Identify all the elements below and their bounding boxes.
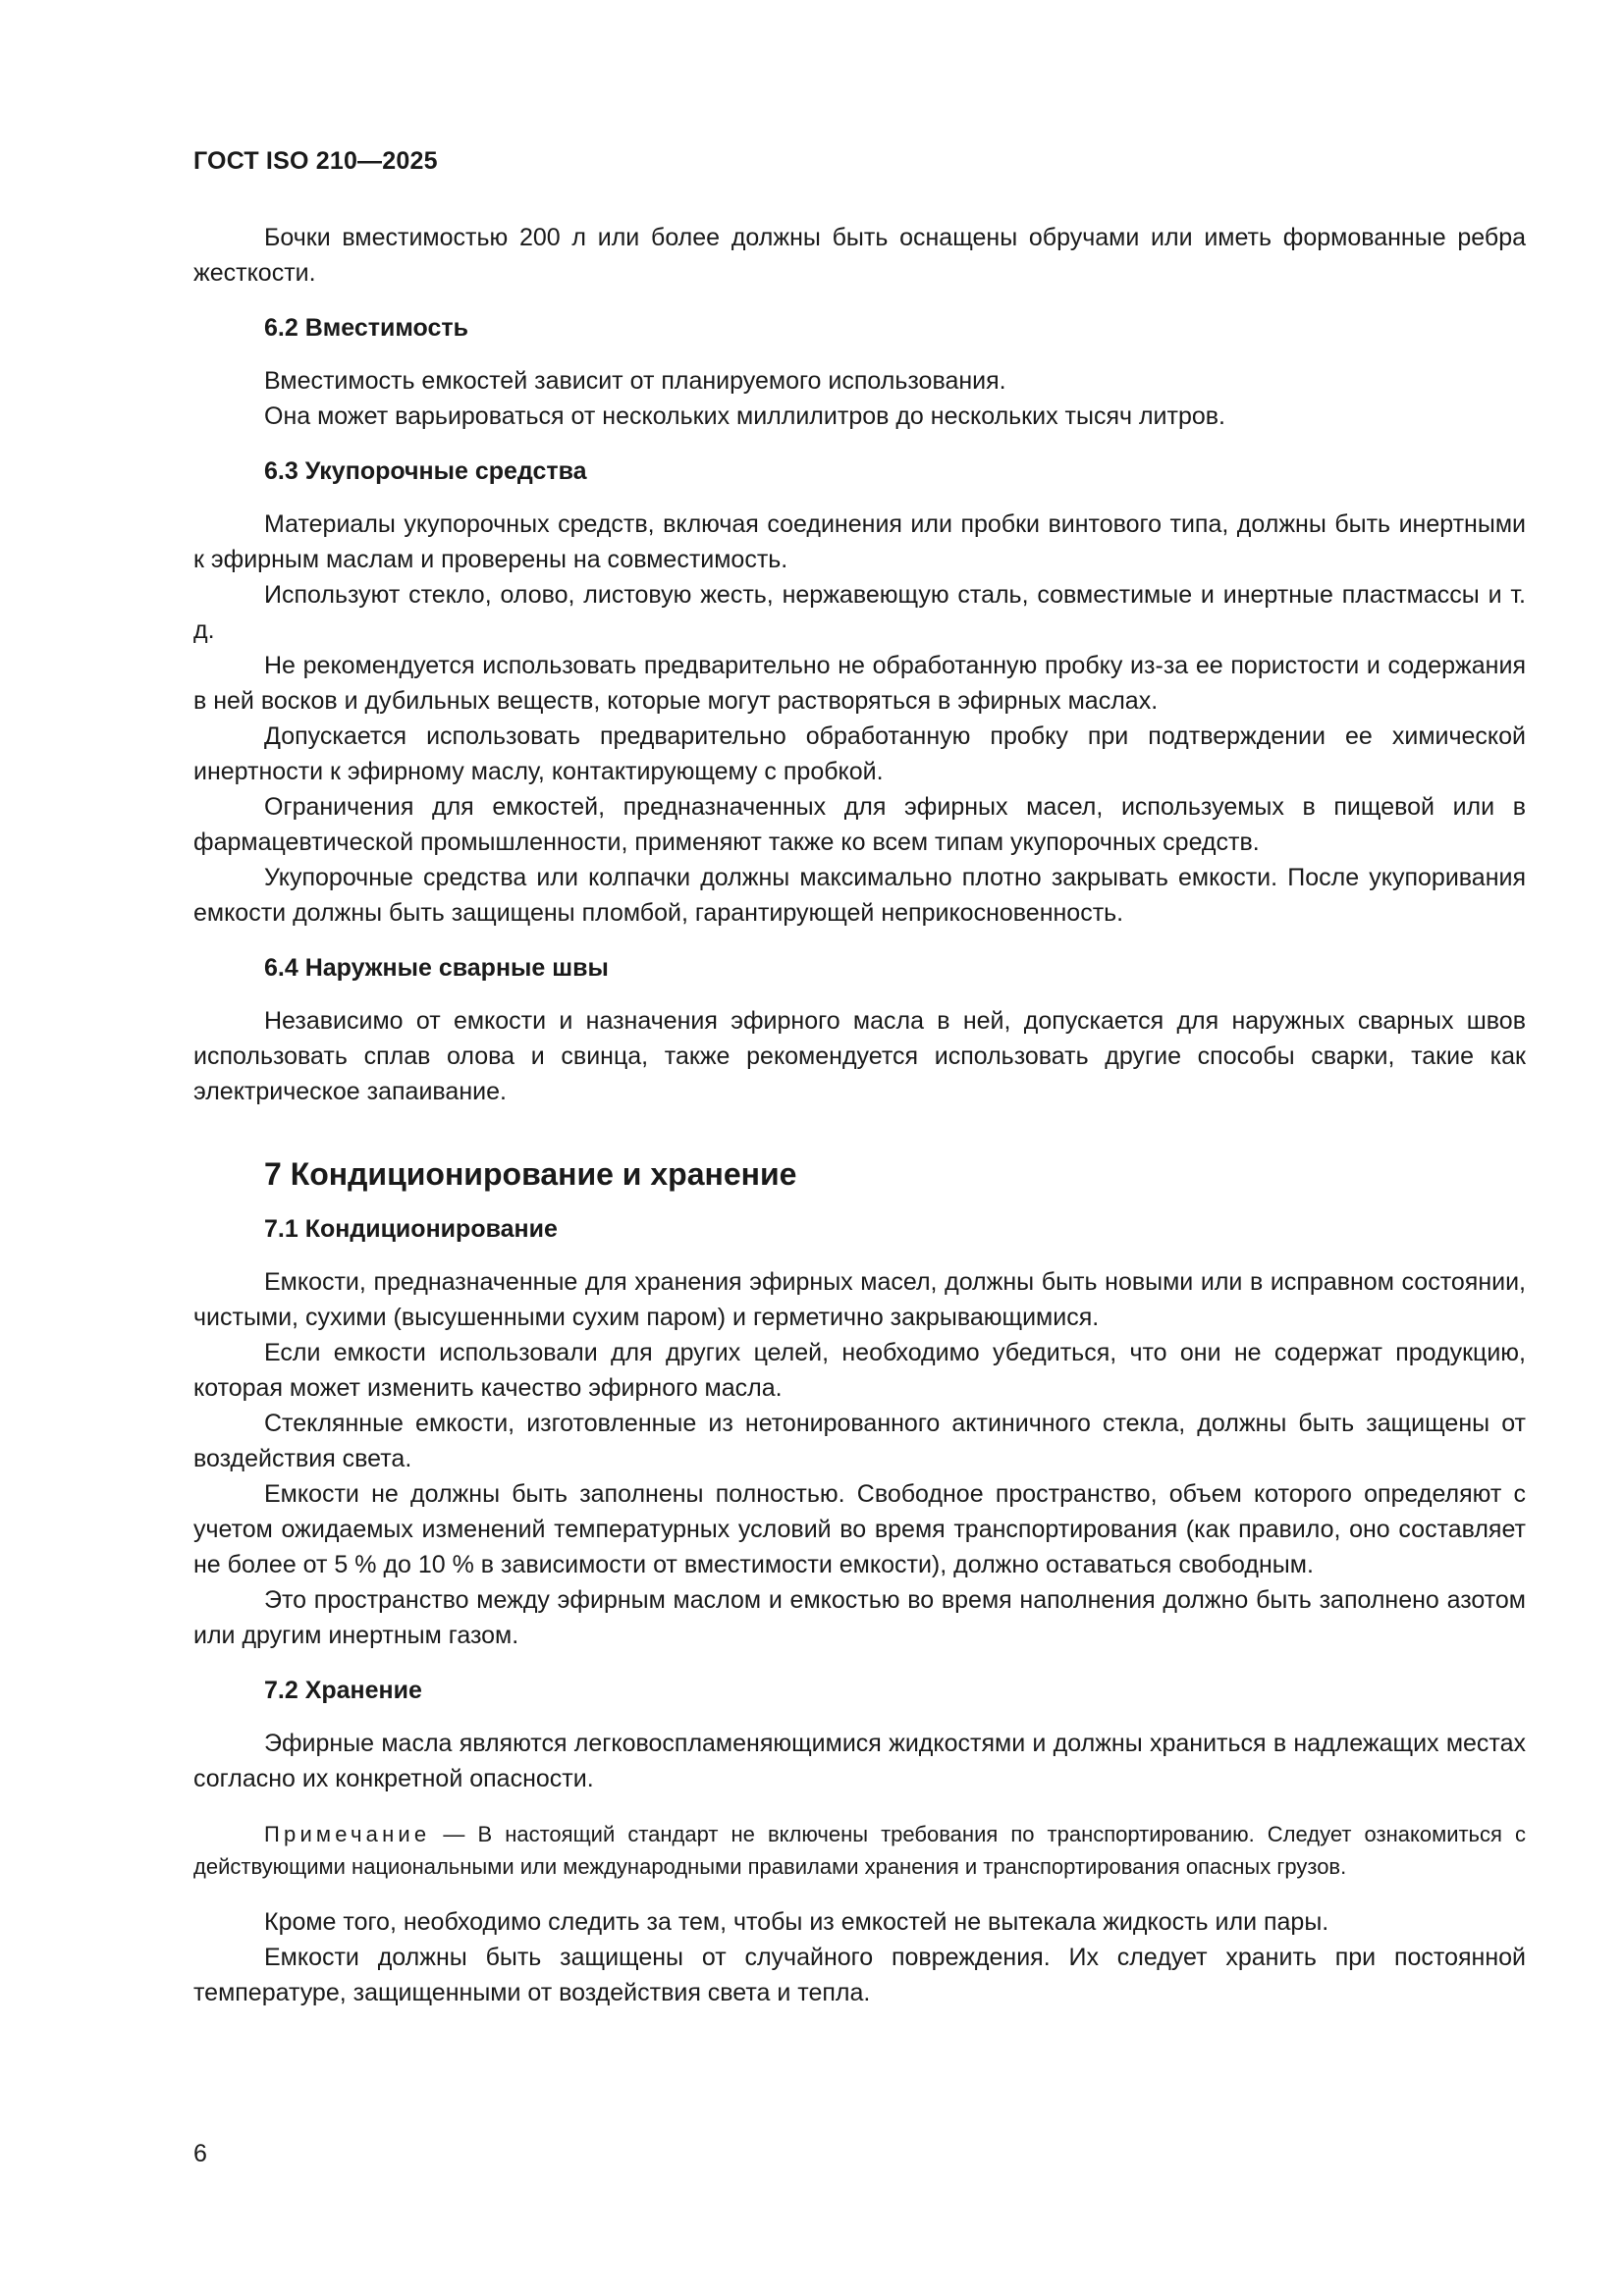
section-7-1-paragraph: Если емкости использовали для других целей, необходимо убедиться, что они не содержат продукцию, которая может изменить качество эфирного масла. — [193, 1339, 1526, 1402]
note-block — [193, 1818, 1526, 1883]
document-header: ГОСТ ISO 210—2025 — [193, 147, 438, 175]
section-6-3-paragraph: Не рекомендуется использовать предварительно не обработанную пробку из-за ее пористости и содержания в ней восков и дубильных веществ, которые могут растворяться в эфирных маслах. — [193, 652, 1526, 715]
section-7-2-paragraph-3: Емкости должны быть защищены от случайного повреждения. Их следует хранить при постоянной температуре, защищенными от воздействия света и тепла. — [193, 1944, 1526, 2006]
document-page — [193, 147, 1526, 2010]
section-6-2-paragraph-1: Вместимость емкостей зависит от планируемого использования. — [264, 367, 1006, 395]
section-6-3-title: 6.3 Укупорочные средства — [264, 457, 587, 485]
section-7-2-paragraph-2: Кроме того, необходимо следить за тем, чтобы из емкостей не вытекала жидкость или пары. — [264, 1908, 1329, 1936]
section-6-4-title: 6.4 Наружные сварные швы — [264, 954, 609, 982]
section-6-3-paragraph: Ограничения для емкостей, предназначенных для эфирных масел, используемых в пищевой или в фармацевтической промышленности, применяют также ко всем типам укупорочных средств. — [193, 793, 1526, 856]
section-6-3-paragraph: Используют стекло, олово, листовую жесть, нержавеющую сталь, совместимые и инертные пластмассы и т. д. — [193, 581, 1526, 644]
section-6-3-paragraph: Укупорочные средства или колпачки должны максимально плотно закрывать емкости. После укупоривания емкости должны быть защищены пломбой, гарантирующей неприкосновенность. — [193, 864, 1526, 927]
section-7-2-paragraph-1: Эфирные масла являются легковоспламеняющимися жидкостями и должны храниться в надлежащих местах согласно их конкретной опасности. — [193, 1730, 1526, 1792]
section-7-1-paragraph: Емкости не должны быть заполнены полностью. Свободное пространство, объем которого определяют с учетом ожидаемых изменений температурных условий во время транспортирования (как правило, оно составляет не более от 5 % до 10 % в зависимости от вместимости емкости), должно оставаться свободным. — [193, 1480, 1526, 1578]
note-text: — В настоящий стандарт не включены требования по транспортированию. Следует ознакомиться с действующими национальными или международными правилами хранения и транспортирования опасных грузов. — [193, 1822, 1526, 1879]
section-7-1-paragraph: Емкости, предназначенные для хранения эфирных масел, должны быть новыми или в исправном состоянии, чистыми, сухими (высушенными сухим паром) и герметично закрывающимися. — [193, 1268, 1526, 1331]
section-6-4-paragraph: Независимо от емкости и назначения эфирного масла в ней, допускается для наружных сварных швов использовать сплав олова и свинца, также рекомендуется использовать другие способы сварки, такие как электрическое запаивание. — [193, 1007, 1526, 1105]
section-6-2-paragraph-2: Она может варьироваться от нескольких миллилитров до нескольких тысяч литров. — [264, 402, 1225, 430]
section-6-3-paragraph: Допускается использовать предварительно обработанную пробку при подтверждении ее химической инертности к эфирному маслу, контактирующему с пробкой. — [193, 722, 1526, 785]
section-7-title: 7 Кондиционирование и хранение — [264, 1156, 797, 1192]
section-6-2-title: 6.2 Вместимость — [264, 314, 468, 342]
section-7-2-title: 7.2 Хранение — [264, 1677, 422, 1704]
section-7-1-paragraph: Стеклянные емкости, изготовленные из нетонированного актиничного стекла, должны быть защищены от воздействия света. — [193, 1410, 1526, 1472]
section-7-1-paragraph: Это пространство между эфирным маслом и емкостью во время наполнения должно быть заполнено азотом или другим инертным газом. — [193, 1586, 1526, 1649]
section-7-1-title: 7.1 Кондиционирование — [264, 1215, 558, 1243]
intro-paragraph: Бочки вместимостью 200 л или более должны быть оснащены обручами или иметь формованные ребра жесткости. — [193, 224, 1526, 287]
section-6-3-paragraph: Материалы укупорочных средств, включая соединения или пробки винтового типа, должны быть инертными к эфирным маслам и проверены на совместимость. — [193, 510, 1526, 573]
note-label: Примечание — [264, 1822, 431, 1846]
page-number: 6 — [193, 2140, 207, 2167]
